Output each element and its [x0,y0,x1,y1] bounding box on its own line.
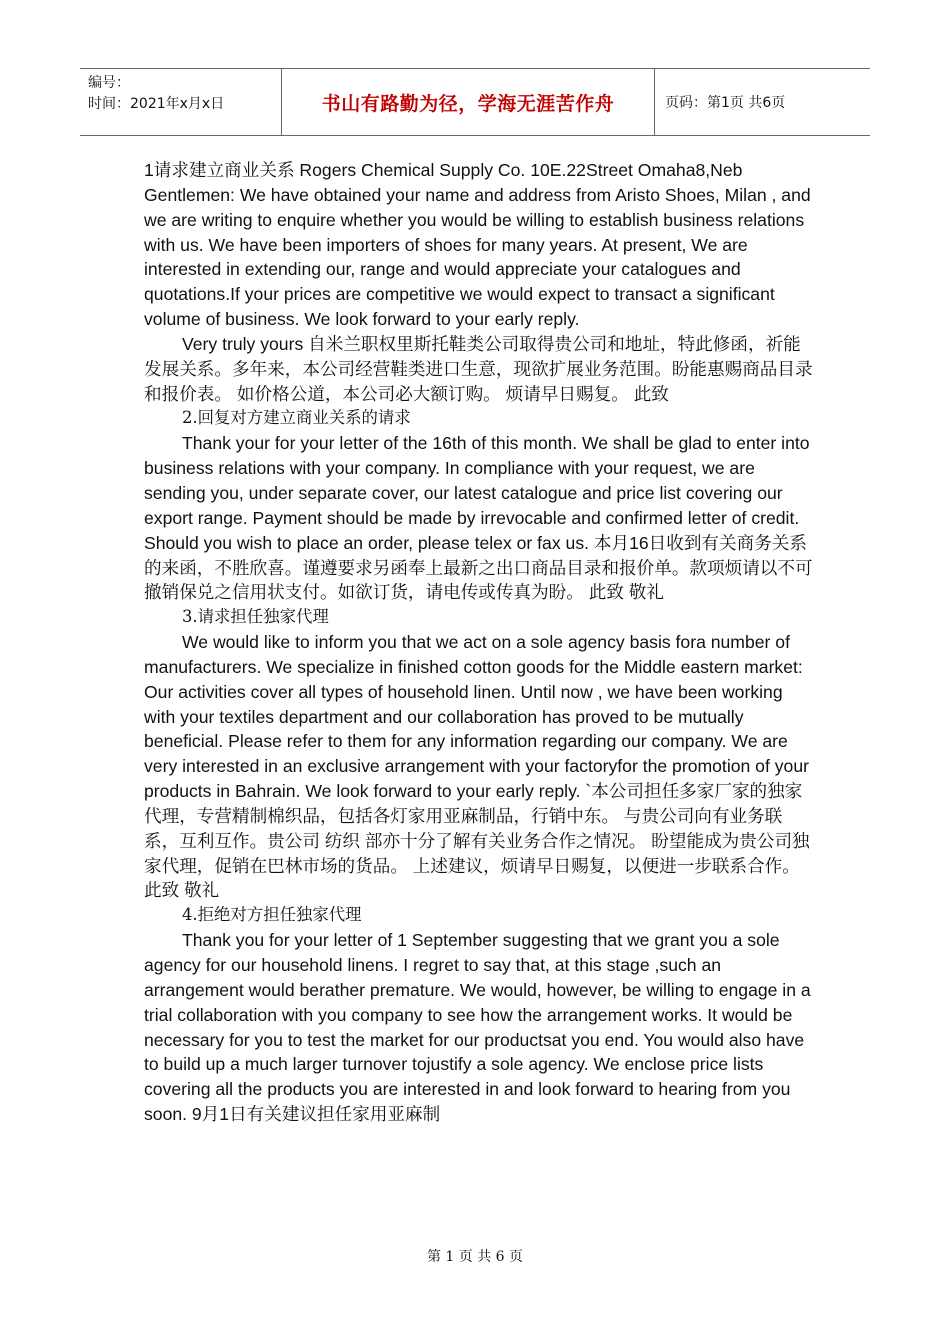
section-3-title: 3.请求担任独家代理 [182,607,329,627]
section-3-body: We would like to inform you that we act on a sole agency basis fora number of manufacturers. We specialize in finished cotton goods for the Middle eastern market: Our activities cover all types of household linen. Until now , we have been working with your textiles department and our collaboration has proved to be mutually beneficial. Please refer to them for any information regarding our company. We are very interested in an exclusive arrangement with your factoryfor the promotion of your products in Bahrain. We look forward to your early reply. `本公司担任多家厂家的独家代理，专营精制棉织品，包括各灯家用亚麻制品，行销中东。 与贵公司向有业务联系，互利互作。贵公司 纺织 部亦十分了解有关业务合作之情况。 盼望能成为贵公司独家代理，促销在巴林市场的货品。 上述建议，烦请早日赐复，以便进一步联系合作。 此致 敬礼 [144,632,810,901]
header-meta [80,69,282,135]
section-2-body: Thank your for your letter of the 16th of this month. We shall be glad to enter into business relations with your company. In compliance with your request, we are sending you, under separate cover, our latest catalogue and price list covering our export range. Payment should be made by irrevocable and confirmed letter of credit. Should you wish to place an order, please telex or fax us. 本月16日收到有关商务关系的来函，不胜欣喜。谨遵要求另函奉上最新之出口商品目录和报价单。款项烦请以不可撤销保兑之信用状支付。如欲订货，请电传或传真为盼。 此致 敬礼 [144,433,813,603]
section-2-title: 2.回复对方建立商业关系的请求 [182,408,411,428]
document-body [144,158,814,1127]
document-number-label: 编号： [88,75,130,91]
section-1-letter: 1请求建立商业关系 Rogers Chemical Supply Co. 10E.22Street Omaha8,Neb Gentlemen: We have obtained your name and address from Aristo Shoes, Milan , and we are writing to enquire whether you would be willing to establish business relations with us. We have been importers of shoes for many years. At present, We are interested in extending our, range and would appreciate your catalogues and quotations.If your prices are competitive we would expect to transact a significant volume of business. We look forward to your early reply. [144,160,811,330]
section-4-body: Thank you for your letter of 1 September suggesting that we grant you a sole agency for our household linens. I regret to say that, at this stage ,such an arrangement would berather premature. We would, however, be willing to engage in a trial collaboration with you company to see how the arrangement works. It would be necessary for you to test the market for our productsat you end. You would also have to build up a much larger turnover tojustify a sole agency. We enclose price lists covering all the products you are interested in and look forward to hearing from you soon. 9月1日有关建议担任家用亚麻制 [144,930,811,1125]
header-page-number: 页码：第1页 共6页 [665,95,786,111]
section-1-translation: Very truly yours 自米兰职权里斯托鞋类公司取得贵公司和地址，特此修函，祈能发展关系。多年来，本公司经营鞋类进口生意，现欲扩展业务范围。盼能惠赐商品目录和报价表。 如价格公道，本公司必大额订购。 烦请早日赐复。 此致 [144,333,813,404]
header-motto: 书山有路勤为径，学海无涯苦作舟 [282,69,655,135]
page-header [80,68,870,136]
document-date-label: 时间：2021年x月x日 [88,96,225,112]
section-4-title: 4.拒绝对方担任独家代理 [182,905,362,925]
page-footer: 第 1 页 共 6 页 [426,1249,524,1265]
